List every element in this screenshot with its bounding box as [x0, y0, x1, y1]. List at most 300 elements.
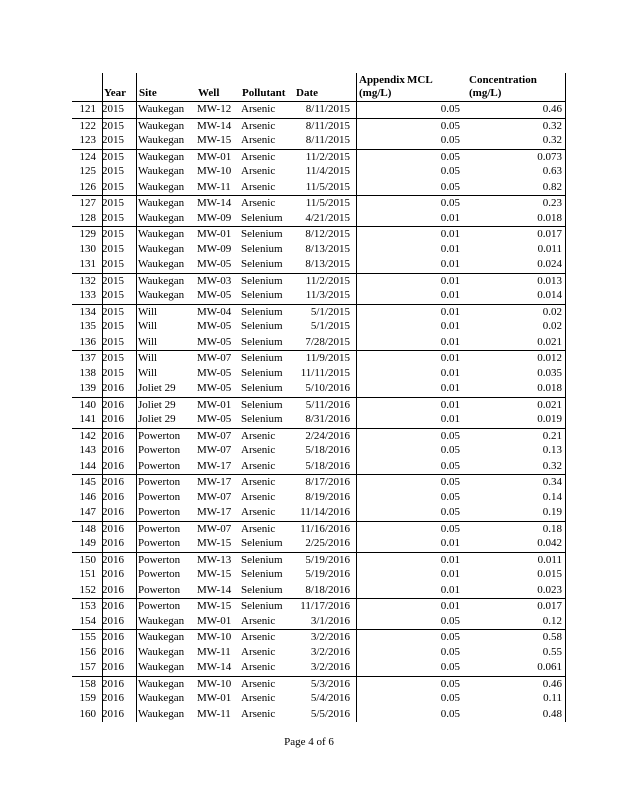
cell-year: 2016: [102, 614, 124, 627]
cell-site: Waukegan: [138, 645, 185, 658]
table-row: [72, 381, 566, 397]
table-row: [72, 412, 566, 428]
cell-year: 2015: [102, 119, 124, 132]
cell-idx: 123: [79, 134, 96, 146]
cell-idx: 151: [79, 568, 96, 580]
cell-date: 2/24/2016: [305, 429, 350, 442]
cell-pollutant: Arsenic: [241, 429, 276, 442]
cell-year: 2015: [102, 335, 124, 348]
cell-conc: 0.23: [542, 197, 562, 209]
cell-year: 2016: [102, 583, 124, 596]
cell-idx: 129: [79, 228, 96, 240]
cell-year: 2015: [102, 242, 124, 255]
cell-site: Powerton: [138, 490, 181, 503]
cell-well: MW-10: [197, 631, 232, 643]
cell-year: 2016: [102, 553, 124, 566]
cell-site: Powerton: [138, 476, 181, 488]
cell-mcl: 0.05: [440, 490, 460, 503]
cell-date: 5/19/2016: [305, 568, 350, 580]
cell-pollutant: Selenium: [241, 568, 283, 580]
cell-well: MW-14: [197, 583, 232, 596]
table-row: [72, 319, 566, 335]
cell-idx: 132: [79, 274, 96, 287]
cell-well: MW-07: [197, 429, 232, 442]
cell-date: 5/18/2016: [305, 444, 350, 456]
cell-conc: 0.63: [542, 165, 562, 177]
cell-date: 7/28/2015: [305, 335, 350, 348]
cell-date: 8/19/2016: [305, 490, 350, 503]
cell-site: Powerton: [138, 429, 181, 442]
cell-site: Waukegan: [138, 165, 185, 177]
cell-idx: 156: [79, 645, 96, 658]
cell-pollutant: Arsenic: [241, 707, 276, 720]
cell-mcl: 0.01: [440, 413, 460, 425]
cell-well: MW-05: [197, 413, 232, 425]
cell-mcl: 0.01: [440, 382, 460, 394]
cell-well: MW-15: [197, 568, 232, 580]
cell-idx: 126: [79, 180, 96, 193]
cell-year: 2015: [102, 366, 124, 379]
cell-pollutant: Arsenic: [241, 197, 276, 209]
cell-pollutant: Selenium: [241, 258, 283, 270]
cell-idx: 146: [79, 490, 96, 503]
cell-date: 8/11/2015: [305, 103, 350, 115]
cell-idx: 137: [79, 352, 96, 364]
cell-date: 5/10/2016: [305, 382, 350, 394]
cell-date: 5/11/2016: [305, 398, 350, 411]
cell-well: MW-07: [197, 352, 232, 364]
cell-year: 2016: [102, 631, 124, 643]
cell-pollutant: Selenium: [241, 366, 283, 379]
cell-year: 2015: [102, 150, 124, 163]
cell-conc: 0.82: [542, 180, 562, 193]
cell-pollutant: Arsenic: [241, 677, 276, 690]
cell-well: MW-10: [197, 677, 232, 690]
cell-well: MW-07: [197, 490, 232, 503]
cell-idx: 150: [79, 553, 96, 566]
cell-mcl: 0.01: [440, 289, 460, 301]
cell-idx: 148: [79, 522, 96, 535]
cell-well: MW-15: [197, 600, 232, 612]
cell-idx: 143: [79, 444, 96, 456]
cell-idx: 155: [79, 631, 96, 643]
cell-conc: 0.13: [542, 444, 562, 456]
cell-pollutant: Selenium: [241, 382, 283, 394]
cell-date: 8/11/2015: [305, 134, 350, 146]
cell-conc: 0.19: [542, 506, 562, 518]
cell-well: MW-05: [197, 366, 232, 379]
header-pollutant: Pollutant: [242, 87, 286, 99]
cell-year: 2015: [102, 305, 124, 318]
cell-site: Powerton: [138, 553, 181, 566]
cell-conc: 0.55: [542, 645, 562, 658]
cell-mcl: 0.05: [440, 645, 460, 658]
cell-idx: 139: [79, 382, 96, 394]
cell-mcl: 0.05: [440, 134, 460, 146]
table-row: [72, 521, 566, 537]
cell-well: MW-01: [197, 150, 232, 163]
cell-year: 2016: [102, 490, 124, 503]
table-row: [72, 335, 566, 351]
table-row: [72, 304, 566, 320]
cell-mcl: 0.01: [440, 600, 460, 612]
cell-site: Joliet 29: [138, 398, 176, 411]
cell-date: 11/5/2015: [305, 197, 350, 209]
cell-site: Joliet 29: [138, 382, 176, 394]
table-row: [72, 350, 566, 366]
cell-pollutant: Arsenic: [241, 645, 276, 658]
header-site: Site: [139, 87, 157, 99]
cell-mcl: 0.01: [440, 553, 460, 566]
cell-date: 11/5/2015: [305, 180, 350, 193]
cell-mcl: 0.05: [440, 692, 460, 704]
cell-idx: 127: [79, 197, 96, 209]
cell-idx: 142: [79, 429, 96, 442]
cell-mcl: 0.05: [440, 631, 460, 643]
cell-well: MW-14: [197, 661, 232, 673]
cell-date: 11/9/2015: [305, 352, 350, 364]
table-row: [72, 288, 566, 304]
cell-site: Powerton: [138, 568, 181, 580]
cell-conc: 0.024: [537, 258, 562, 270]
cell-site: Waukegan: [138, 707, 185, 720]
table-row: [72, 102, 566, 118]
cell-mcl: 0.01: [440, 398, 460, 411]
cell-pollutant: Arsenic: [241, 490, 276, 503]
cell-conc: 0.017: [537, 228, 562, 240]
cell-conc: 0.073: [537, 150, 562, 163]
cell-conc: 0.32: [542, 459, 562, 472]
cell-pollutant: Selenium: [241, 211, 283, 224]
table-row: [72, 629, 566, 645]
cell-well: MW-15: [197, 537, 232, 549]
cell-idx: 159: [79, 692, 96, 704]
cell-conc: 0.011: [537, 553, 562, 566]
cell-mcl: 0.01: [440, 537, 460, 549]
cell-mcl: 0.05: [440, 444, 460, 456]
cell-well: MW-04: [197, 305, 232, 318]
cell-conc: 0.019: [537, 413, 562, 425]
cell-year: 2015: [102, 180, 124, 193]
cell-pollutant: Selenium: [241, 242, 283, 255]
cell-site: Waukegan: [138, 211, 185, 224]
cell-year: 2016: [102, 444, 124, 456]
cell-mcl: 0.05: [440, 661, 460, 673]
cell-idx: 125: [79, 165, 96, 177]
cell-mcl: 0.05: [440, 707, 460, 720]
cell-well: MW-01: [197, 398, 232, 411]
cell-year: 2015: [102, 197, 124, 209]
cell-mcl: 0.01: [440, 335, 460, 348]
cell-well: MW-07: [197, 444, 232, 456]
cell-year: 2016: [102, 692, 124, 704]
cell-date: 11/4/2015: [305, 165, 350, 177]
cell-conc: 0.14: [542, 490, 562, 503]
cell-conc: 0.018: [537, 382, 562, 394]
cell-pollutant: Arsenic: [241, 522, 276, 535]
cell-pollutant: Arsenic: [241, 661, 276, 673]
cell-site: Powerton: [138, 444, 181, 456]
cell-idx: 131: [79, 258, 96, 270]
cell-conc: 0.46: [542, 103, 562, 115]
cell-site: Waukegan: [138, 661, 185, 673]
cell-date: 3/1/2016: [310, 614, 350, 627]
cell-year: 2016: [102, 537, 124, 549]
cell-well: MW-11: [197, 707, 231, 720]
cell-pollutant: Selenium: [241, 228, 283, 240]
table-row: [72, 598, 566, 614]
cell-site: Waukegan: [138, 180, 185, 193]
cell-mcl: 0.01: [440, 320, 460, 332]
cell-pollutant: Arsenic: [241, 459, 276, 472]
header-concentration: Concentration: [469, 74, 537, 86]
cell-year: 2015: [102, 320, 124, 332]
cell-pollutant: Arsenic: [241, 631, 276, 643]
cell-well: MW-11: [197, 645, 231, 658]
cell-date: 8/31/2016: [305, 413, 350, 425]
table-row: [72, 691, 566, 707]
table-row: [72, 164, 566, 180]
table-row: [72, 195, 566, 211]
cell-well: MW-14: [197, 119, 232, 132]
cell-site: Powerton: [138, 506, 181, 518]
cell-site: Waukegan: [138, 677, 185, 690]
cell-year: 2015: [102, 258, 124, 270]
cell-conc: 0.014: [537, 289, 562, 301]
cell-mcl: 0.01: [440, 305, 460, 318]
cell-year: 2015: [102, 103, 124, 115]
cell-conc: 0.46: [542, 677, 562, 690]
cell-pollutant: Arsenic: [241, 180, 276, 193]
cell-date: 8/11/2015: [305, 119, 350, 132]
cell-date: 5/19/2016: [305, 553, 350, 566]
cell-site: Will: [138, 352, 158, 364]
cell-idx: 124: [79, 150, 96, 163]
cell-mcl: 0.01: [440, 366, 460, 379]
cell-mcl: 0.05: [440, 429, 460, 442]
cell-conc: 0.017: [537, 600, 562, 612]
table-row: [72, 645, 566, 661]
cell-well: MW-10: [197, 165, 232, 177]
cell-site: Will: [138, 335, 158, 348]
cell-conc: 0.013: [537, 274, 562, 287]
cell-site: Waukegan: [138, 289, 185, 301]
cell-year: 2016: [102, 568, 124, 580]
cell-year: 2016: [102, 661, 124, 673]
cell-year: 2015: [102, 274, 124, 287]
table-row: [72, 660, 566, 676]
cell-date: 11/2/2015: [305, 150, 350, 163]
cell-year: 2015: [102, 289, 124, 301]
header-well: Well: [198, 87, 220, 99]
cell-year: 2016: [102, 459, 124, 472]
cell-mcl: 0.05: [440, 459, 460, 472]
cell-year: 2015: [102, 134, 124, 146]
cell-idx: 134: [79, 305, 96, 318]
cell-mcl: 0.01: [440, 242, 460, 255]
table-row: [72, 567, 566, 583]
cell-mcl: 0.01: [440, 211, 460, 224]
cell-year: 2015: [102, 352, 124, 364]
cell-mcl: 0.05: [440, 677, 460, 690]
cell-date: 4/21/2015: [305, 211, 350, 224]
cell-conc: 0.042: [537, 537, 562, 549]
table-row: [72, 676, 566, 692]
cell-idx: 149: [79, 537, 96, 549]
header-year: Year: [104, 87, 126, 99]
cell-site: Waukegan: [138, 197, 185, 209]
cell-date: 11/17/2016: [300, 600, 350, 612]
cell-year: 2016: [102, 476, 124, 488]
table-row: [72, 583, 566, 599]
cell-well: MW-17: [197, 476, 232, 488]
cell-conc: 0.023: [537, 583, 562, 596]
cell-well: MW-15: [197, 134, 232, 146]
table-row: [72, 118, 566, 134]
cell-well: MW-05: [197, 335, 232, 348]
cell-well: MW-01: [197, 614, 232, 627]
cell-mcl: 0.05: [440, 476, 460, 488]
cell-date: 5/18/2016: [305, 459, 350, 472]
cell-date: 11/11/2015: [300, 366, 350, 379]
cell-date: 5/3/2016: [310, 677, 350, 690]
cell-conc: 0.012: [537, 352, 562, 364]
cell-year: 2016: [102, 677, 124, 690]
table-header: [72, 73, 566, 102]
cell-idx: 135: [79, 320, 96, 332]
cell-pollutant: Selenium: [241, 274, 283, 287]
cell-pollutant: Arsenic: [241, 476, 276, 488]
cell-idx: 152: [79, 583, 96, 596]
header-mcl-unit: (mg/L): [359, 87, 392, 99]
cell-date: 5/1/2015: [310, 305, 350, 318]
cell-site: Joliet 29: [138, 413, 176, 425]
cell-well: MW-14: [197, 197, 232, 209]
cell-conc: 0.58: [542, 631, 562, 643]
cell-pollutant: Selenium: [241, 320, 283, 332]
cell-date: 3/2/2016: [310, 661, 350, 673]
cell-site: Powerton: [138, 600, 181, 612]
cell-idx: 158: [79, 677, 96, 690]
cell-site: Will: [138, 366, 158, 379]
table-row: [72, 211, 566, 227]
cell-conc: 0.11: [543, 692, 562, 704]
cell-date: 11/14/2016: [300, 506, 350, 518]
cell-well: MW-05: [197, 382, 232, 394]
cell-site: Waukegan: [138, 134, 185, 146]
cell-date: 8/13/2015: [305, 258, 350, 270]
cell-year: 2015: [102, 211, 124, 224]
cell-date: 5/4/2016: [310, 692, 350, 704]
cell-idx: 157: [79, 661, 96, 673]
cell-conc: 0.02: [542, 320, 562, 332]
cell-conc: 0.21: [542, 429, 562, 442]
cell-mcl: 0.05: [440, 506, 460, 518]
cell-date: 2/25/2016: [305, 537, 350, 549]
cell-conc: 0.18: [542, 522, 562, 535]
cell-well: MW-05: [197, 258, 232, 270]
cell-idx: 133: [79, 289, 96, 301]
cell-mcl: 0.05: [440, 119, 460, 132]
cell-year: 2016: [102, 522, 124, 535]
table-row: [72, 180, 566, 196]
table-row: [72, 707, 566, 723]
page-footer: Page 4 of 6: [284, 736, 334, 748]
cell-idx: 121: [79, 103, 96, 115]
table-row: [72, 366, 566, 382]
cell-date: 8/17/2016: [305, 476, 350, 488]
cell-site: Waukegan: [138, 150, 185, 163]
cell-well: MW-05: [197, 289, 232, 301]
cell-site: Powerton: [138, 522, 181, 535]
cell-date: 8/18/2016: [305, 583, 350, 596]
cell-conc: 0.018: [537, 211, 562, 224]
table-row: [72, 614, 566, 630]
cell-idx: 130: [79, 242, 96, 255]
cell-mcl: 0.01: [440, 258, 460, 270]
cell-conc: 0.32: [542, 119, 562, 132]
cell-pollutant: Selenium: [241, 305, 283, 318]
cell-site: Waukegan: [138, 692, 185, 704]
table-row: [72, 242, 566, 258]
cell-date: 3/2/2016: [310, 631, 350, 643]
cell-pollutant: Selenium: [241, 335, 283, 348]
table-row: [72, 552, 566, 568]
table-row: [72, 273, 566, 289]
cell-mcl: 0.01: [440, 583, 460, 596]
cell-mcl: 0.05: [440, 197, 460, 209]
cell-conc: 0.34: [542, 476, 562, 488]
table-body: [72, 102, 566, 722]
cell-mcl: 0.05: [440, 150, 460, 163]
cell-idx: 141: [79, 413, 96, 425]
cell-year: 2015: [102, 165, 124, 177]
header-concentration-unit: (mg/L): [469, 87, 502, 99]
cell-conc: 0.02: [542, 305, 562, 318]
cell-date: 5/5/2016: [310, 707, 350, 720]
cell-mcl: 0.05: [440, 522, 460, 535]
table-row: [72, 536, 566, 552]
cell-mcl: 0.01: [440, 274, 460, 287]
cell-date: 3/2/2016: [310, 645, 350, 658]
cell-year: 2015: [102, 228, 124, 240]
cell-date: 8/13/2015: [305, 242, 350, 255]
cell-pollutant: Selenium: [241, 352, 283, 364]
cell-pollutant: Arsenic: [241, 614, 276, 627]
cell-date: 5/1/2015: [310, 320, 350, 332]
cell-pollutant: Arsenic: [241, 506, 276, 518]
cell-mcl: 0.05: [440, 180, 460, 193]
table-row: [72, 459, 566, 475]
cell-site: Powerton: [138, 583, 181, 596]
cell-year: 2016: [102, 645, 124, 658]
header-date: Date: [296, 87, 318, 99]
header-appendix: Appendix: [359, 74, 405, 86]
cell-year: 2016: [102, 413, 124, 425]
cell-year: 2016: [102, 600, 124, 612]
cell-site: Powerton: [138, 537, 181, 549]
cell-date: 11/2/2015: [305, 274, 350, 287]
cell-conc: 0.015: [537, 568, 562, 580]
cell-year: 2016: [102, 707, 124, 720]
cell-mcl: 0.05: [440, 103, 460, 115]
cell-well: MW-17: [197, 459, 232, 472]
table-row: [72, 257, 566, 273]
cell-well: MW-09: [197, 211, 232, 224]
cell-well: MW-13: [197, 553, 232, 566]
cell-idx: 122: [79, 119, 96, 132]
table-row: [72, 149, 566, 165]
